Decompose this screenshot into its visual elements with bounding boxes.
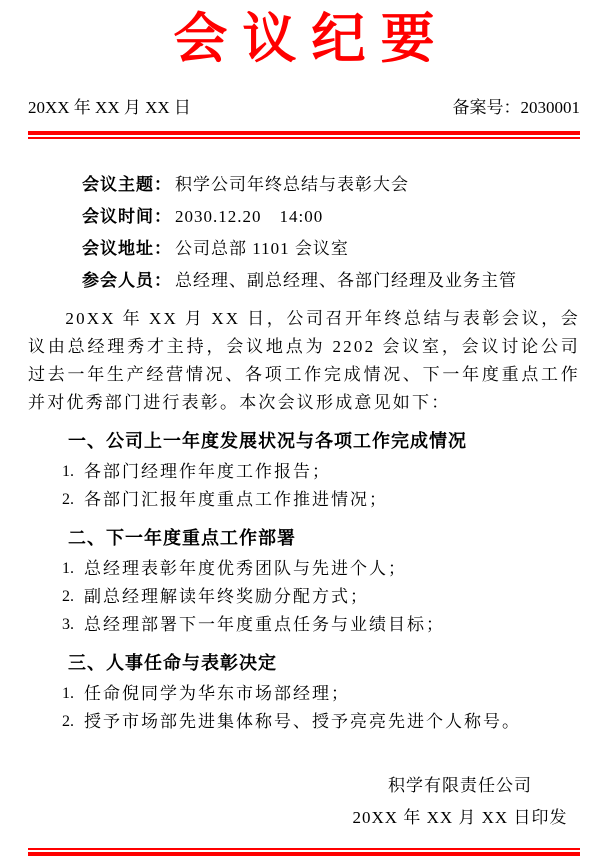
meta-row-attendees [82,265,580,297]
section-1-heading: 一、公司上一年度发展状况与各项工作完成情况 [68,431,467,451]
meeting-meta [82,169,580,297]
list-item-text: 各部门汇报年度重点工作推进情况； [84,490,388,509]
meta-value-time: 2030.12.20 14:00 [175,207,324,226]
list-item [62,680,580,708]
divider-bottom-thick-line [28,852,580,856]
header-row [28,96,580,120]
divider-bottom [28,848,580,856]
list-item [62,583,580,611]
list-item-text: 总经理部署下一年度重点任务与业绩目标； [84,615,445,634]
list-item [62,708,580,736]
list-item-number: 1. [62,685,74,702]
meta-row-time [82,201,580,233]
meta-value-subject: 积学公司年终总结与表彰大会 [175,175,409,194]
section-3 [28,649,580,736]
document-title: 会议纪要 [173,7,450,70]
list-item-number: 1. [62,463,74,480]
record-number-value: 2030001 [520,98,580,117]
divider-top [28,131,580,139]
list-item [62,458,580,486]
meta-label-subject: 会议主题： [82,175,172,194]
list-item-number: 3. [62,616,74,633]
record-number [453,96,581,120]
footer-company-name: 积学有限责任公司 [388,776,532,795]
intro-paragraph: 20XX 年 XX 月 XX 日，公司召开年终总结与表彰会议，会议由总经理秀才主持，会议地点为 2202 会议室，会议讨论公司过去一年生产经营情况、各项工作完成情况、下一年度重点工作并对优秀部门进行表彰。本次会议形成意见如下： [28,309,580,412]
meta-label-location: 会议地址： [82,239,172,258]
document-footer [340,770,580,834]
list-item-text: 总经理表彰年度优秀团队与先进个人； [84,559,407,578]
section-2-heading: 二、下一年度重点工作部署 [68,528,296,548]
section-2 [28,524,580,639]
record-number-label: 备案号： [452,98,521,117]
list-item-number: 2. [62,713,74,730]
meta-row-location [82,233,580,265]
document-date: 20XX 年 XX 月 XX 日 [28,98,191,117]
list-item-text: 授予市场部先进集体称号、授予亮亮先进个人称号。 [84,712,521,731]
list-item-number: 2. [62,588,74,605]
list-item [62,611,580,639]
meta-row-subject [82,169,580,201]
meta-value-location: 公司总部 1101 会议室 [175,239,349,258]
meta-label-time: 会议时间： [82,207,172,226]
list-item-number: 2. [62,491,74,508]
meta-label-attendees: 参会人员： [82,271,172,290]
list-item [62,555,580,583]
list-item-text: 副总经理解读年终奖励分配方式； [84,587,369,606]
footer-issue-date: 20XX 年 XX 月 XX 日印发 [352,808,568,827]
section-1 [28,427,580,514]
meta-value-attendees: 总经理、副总经理、各部门经理及业务主管 [175,271,517,290]
divider-top-thin-line [28,137,580,139]
list-item [62,486,580,514]
list-item-text: 各部门经理作年度工作报告； [84,462,331,481]
list-item-number: 1. [62,560,74,577]
list-item-text: 任命倪同学为华东市场部经理； [84,684,350,703]
section-3-heading: 三、人事任命与表彰决定 [68,653,277,673]
